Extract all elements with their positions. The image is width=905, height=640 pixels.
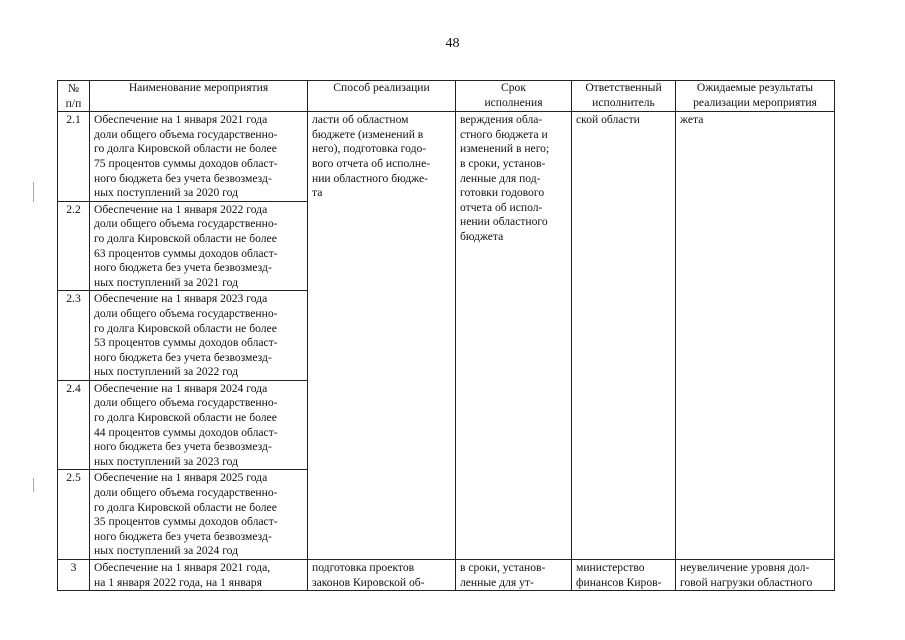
margin-mark — [33, 182, 34, 202]
measure-name: Обеспечение на 1 января 2025 года доли общего объема государственно- го долга Кировской области не более 35 процентов суммы доходов област- ного бюджета без учета безвозмезд- ных поступлений за 2024 год — [90, 470, 308, 560]
row-num: 2.1 — [58, 112, 90, 202]
results-cell: неувеличение уровня дол- говой нагрузки областного — [676, 560, 835, 591]
measures-table — [57, 80, 835, 591]
results-cell: жета — [676, 112, 835, 560]
header-responsible: Ответственный исполнитель — [572, 81, 676, 112]
measure-name: Обеспечение на 1 января 2022 года доли общего объема государственно- го долга Кировской области не более 63 процентов суммы доходов област- ного бюджета без учета безвозмезд- ных поступлений за 2021 год — [90, 201, 308, 291]
header-results: Ожидаемые результаты реализации мероприятия — [676, 81, 835, 112]
deadline-cell: верждения обла- стного бюджета и изменений в него; в сроки, установ- ленные для под- готовки годового отчета об испол- нении областного бюджета — [456, 112, 572, 560]
header-name: Наименование мероприятия — [90, 81, 308, 112]
responsible-cell: ской области — [572, 112, 676, 560]
row-num: 2.4 — [58, 380, 90, 470]
row-num: 2.2 — [58, 201, 90, 291]
measure-name: Обеспечение на 1 января 2024 года доли общего объема государственно- го долга Кировской области не более 44 процентов суммы доходов област- ного бюджета без учета безвозмезд- ных поступлений за 2023 год — [90, 380, 308, 470]
row-num: 2.5 — [58, 470, 90, 560]
page-number: 48 — [445, 36, 460, 51]
header-deadline: Срок исполнения — [456, 81, 572, 112]
row-num: 2.3 — [58, 291, 90, 381]
deadline-cell: в сроки, установ- ленные для ут- — [456, 560, 572, 591]
method-cell: подготовка проектов законов Кировской об- — [308, 560, 456, 591]
measure-name: Обеспечение на 1 января 2021 года, на 1 января 2022 года, на 1 января — [90, 560, 308, 591]
measure-name: Обеспечение на 1 января 2021 года доли общего объема государственно- го долга Кировской области не более 75 процентов суммы доходов област- ного бюджета без учета безвозмезд- ных поступлений за 2020 год — [90, 112, 308, 202]
header-method: Способ реализации — [308, 81, 456, 112]
table-row — [58, 560, 835, 591]
margin-mark — [33, 478, 34, 492]
table-header-row — [58, 81, 835, 112]
method-cell: ласти об областном бюджете (изменений в него), подготовка годо- вого отчета об исполне- нии областного бюдже- та — [308, 112, 456, 560]
measure-name: Обеспечение на 1 января 2023 года доли общего объема государственно- го долга Кировской области не более 53 процентов суммы доходов област- ного бюджета без учета безвозмезд- ных поступлений за 2022 год — [90, 291, 308, 381]
table-row — [58, 112, 835, 202]
row-num: 3 — [58, 560, 90, 591]
responsible-cell: министерство финансов Киров- — [572, 560, 676, 591]
header-num: № п/п — [58, 81, 90, 112]
